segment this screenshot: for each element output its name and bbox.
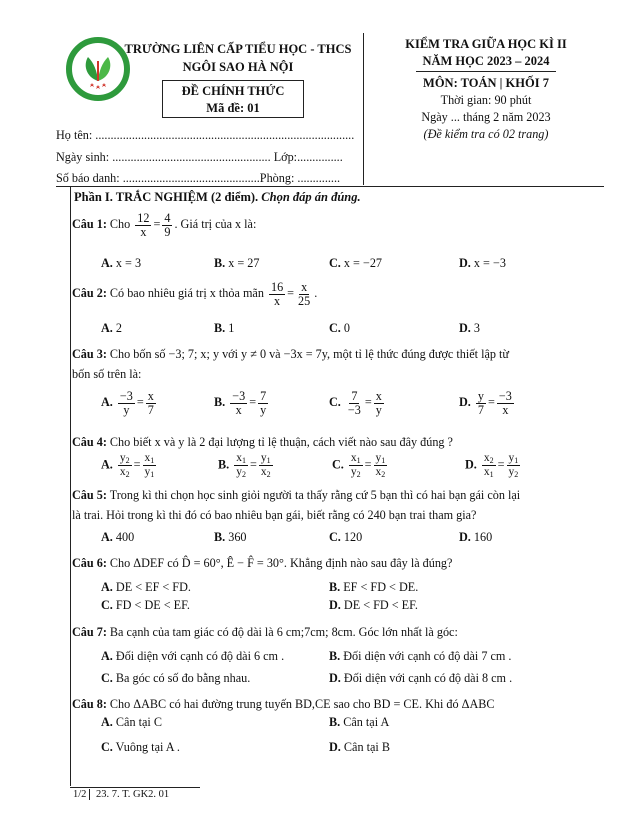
q8-option-a[interactable] [101,715,162,730]
q1-a-label: A. [101,256,113,270]
room-field[interactable]: .............. [297,171,341,185]
q4-d-frac1 [482,452,496,480]
q6-label: Câu 6: [72,556,107,570]
q8-text: Cho ΔABC có hai đường trung tuyến BD,CE sao cho BD = CE. Khi đó ΔABC [106,697,495,711]
q3-d-eq: = [488,395,495,410]
q3-d-label: D. [459,395,471,410]
q4-a-d1-sub: 2 [125,470,130,480]
q4-c-n1-var: x [350,452,357,464]
q7-a-text: Đối diện với cạnh có độ dài 6 cm . [112,649,285,663]
q3-d-frac1 [476,390,486,417]
q1-text-pre: Cho [106,217,134,232]
q6-d-text: DE < FD < EF. [340,598,418,612]
q1-a-text: x = 3 [112,256,142,270]
student-dob-row [56,150,343,165]
q4-option-a[interactable] [101,452,158,480]
q3-c-n2: x [375,389,382,403]
q4-d-d1-var: x [483,466,490,479]
school-name-line1: TRƯỜNG LIÊN CẤP TIỂU HỌC - THCS [124,42,352,56]
page-number: 1/2 [70,789,90,800]
q7-a-label: A. [101,649,113,663]
q1-eq: = [153,217,161,232]
question-3 [72,347,509,362]
question-8 [72,697,495,712]
q1-f2-den: 9 [164,224,171,239]
q3-c-d1: −3 [347,402,361,417]
q7-label: Câu 7: [72,625,107,639]
q1-f1-num: 12 [137,211,150,225]
q6-c-label: C. [101,598,113,612]
q4-d-n1-var: x [483,452,490,464]
q2-a-label: A. [101,321,113,335]
q2-a-text: 2 [112,321,122,335]
q4-a-frac1 [118,452,132,480]
section-instruction: Chọn đáp án đúng. [258,190,361,204]
q6-text: Cho ΔDEF có D̂ = 60°, Ê − F̂ = 30°. Khẳng định nào sau đây là đúng? [106,556,453,570]
q4-label: Câu 4: [72,435,107,449]
q6-a-label: A. [101,580,113,594]
q8-b-label: B. [329,715,341,729]
q2-f1-den: x [274,293,281,308]
section-title: Phần I. TRẮC NGHIỆM (2 điểm). [74,190,259,204]
q7-option-d[interactable] [329,671,512,686]
q4-b-n1-sub: 1 [241,456,246,465]
q1-option-d[interactable] [459,256,506,271]
q7-d-text: Đối diện với cạnh có độ dài 8 cm . [340,671,513,685]
q8-a-label: A. [101,715,113,729]
exam-title: KIỂM TRA GIỮA HỌC KÌ II [405,37,567,51]
exam-time: Thời gian: 90 phút [440,93,532,107]
question-4 [72,435,453,450]
q4-d-frac2 [507,452,521,480]
question-1 [72,212,256,239]
q2-eq: = [287,286,295,301]
q2-f1-num: 16 [270,280,284,294]
q1-b-text: x = 27 [225,256,260,270]
q4-b-d2-sub: 2 [266,470,271,480]
q8-c-text: Vuông tại A . [112,740,180,754]
q8-d-label: D. [329,740,341,754]
q6-d-label: D. [329,598,341,612]
q3-a-d1: y [123,402,130,417]
q3-c-frac2 [374,390,384,417]
q4-b-frac1 [234,452,248,480]
q3-option-c[interactable] [329,390,386,417]
q7-option-c[interactable] [101,671,250,686]
q4-b-n2-var: y [260,452,267,464]
q4-c-eq: = [364,457,372,472]
q3-d-d1: 7 [477,402,484,417]
q5-c-text: 120 [340,530,363,544]
question-5 [72,488,520,503]
pages-note: (Đề kiểm tra có 02 trang) [423,127,549,141]
q4-c-frac1 [349,452,363,480]
q3-option-d[interactable] [459,390,516,417]
q1-f1-den: x [140,224,147,239]
q4-a-label: A. [101,457,113,472]
q3-c-frac1 [346,390,363,417]
q4-c-n1-sub: 1 [356,456,361,465]
q4-a-d2-sub: 1 [150,470,155,480]
school-name [118,40,358,76]
subject: MÔN: TOÁN | KHỐI 7 [423,76,549,90]
sbd-field[interactable]: ............................................. [122,171,260,185]
q2-b-text: 1 [225,321,235,335]
q4-b-frac2 [259,452,273,480]
q3-option-b[interactable] [214,390,270,417]
q8-option-d[interactable] [329,740,390,755]
q3-label: Câu 3: [72,347,107,361]
q3-d-n2: −3 [498,389,512,403]
school-name-line2: NGÔI SAO HÀ NỘI [182,60,294,74]
q2-option-b[interactable] [214,321,234,336]
q3-a-n1: −3 [119,389,133,403]
official-box [162,80,304,118]
q3-d-n1: y [477,389,484,403]
q3-c-n1: 7 [351,389,358,403]
q4-b-d1-var: y [236,466,242,479]
q4-a-n1-var: y [119,452,126,464]
q3-b-d2: y [260,402,267,417]
q4-d-n1-sub: 2 [489,456,494,465]
section-heading [74,190,361,205]
q2-d-text: 3 [470,321,480,335]
question-7 [72,625,458,640]
q6-c-text: FD < DE < EF. [112,598,190,612]
doc-code: 23. 7. T. GK2. 01 [96,789,170,800]
q3-b-frac2 [258,390,268,417]
school-year: NĂM HỌC 2023 – 2024 [422,54,550,68]
q3-c-label: C. [329,395,341,410]
q4-text: Cho biết x và y là 2 đại lượng tỉ lệ thuận, cách viết nào sau đây đúng ? [106,435,453,449]
q4-d-d1-sub: 1 [489,470,494,480]
dob-field[interactable]: .................................................... [112,150,271,164]
q5-d-label: D. [459,530,471,544]
q5-b-text: 360 [225,530,247,544]
q4-d-n2-var: y [508,452,515,464]
q3-text-line1: Cho bốn số −3; 7; x; y với y ≠ 0 và −3x = 7y, một tỉ lệ thức đúng được thiết lập từ [106,347,510,361]
q4-c-d2-var: x [375,466,382,479]
q4-option-c[interactable] [332,452,389,480]
dob-label: Ngày sinh: [56,150,113,164]
q4-b-label: B. [218,457,230,472]
q4-c-d1-sub: 2 [356,470,361,480]
q3-a-d2: 7 [147,402,154,417]
q4-c-label: C. [332,457,344,472]
q3-a-frac1 [118,390,135,417]
exam-code: Mã đề: 01 [206,101,260,115]
q2-c-text: 0 [340,321,350,335]
q4-b-n2-sub: 1 [266,456,271,465]
q6-b-text: EF < FD < DE. [340,580,419,594]
q2-f2-den: 25 [298,293,311,308]
q3-a-label: A. [101,395,113,410]
q3-option-a[interactable] [101,390,158,417]
class-field[interactable]: ............... [297,150,343,164]
q4-b-d1-sub: 2 [241,470,246,480]
q8-d-text: Cân tại B [340,740,390,754]
q2-fraction-2 [296,281,312,308]
q4-c-n2-sub: 1 [381,456,386,465]
q4-a-eq: = [133,457,141,472]
q5-label: Câu 5: [72,488,107,502]
q7-d-label: D. [329,671,341,685]
q6-option-b[interactable] [329,580,418,595]
q1-fraction-2 [162,212,172,239]
q3-c-eq: = [364,395,372,410]
q6-option-c[interactable] [101,598,190,613]
question-6 [72,556,452,571]
q3-a-eq: = [136,395,144,410]
q3-b-frac1 [230,390,247,417]
header-divider [363,33,364,185]
question-5-line2: là trai. Hỏi trong kì thi đó có bao nhiêu bạn gái, biết rằng có 240 bạn trai tham gia? [72,508,477,522]
q2-option-c[interactable] [329,321,350,336]
q5-text-line1: Trong kì thi chọn học sinh giỏi người ta thấy rằng cứ 5 bạn thì có hai bạn gái còn lại [106,488,521,502]
q1-option-b[interactable] [214,256,259,271]
left-margin-rule [70,186,71,786]
q7-c-label: C. [101,671,113,685]
question-3-line2: bốn số trên là: [72,367,142,381]
q8-option-b[interactable] [329,715,389,730]
q4-d-label: D. [465,457,477,472]
q8-option-c[interactable] [101,740,180,755]
q1-label: Câu 1: [72,217,107,232]
q3-b-label: B. [214,395,226,410]
q4-d-d2-var: y [508,466,515,479]
q5-option-b[interactable] [214,530,247,545]
q3-a-frac2 [146,390,156,417]
class-label: Lớp: [270,150,298,164]
q5-option-c[interactable] [329,530,362,545]
student-name-row [56,128,354,143]
official-label: ĐỀ CHÍNH THỨC [181,84,285,98]
q1-c-text: x = −27 [340,256,383,270]
q4-a-n2-var: x [144,452,151,464]
q7-option-b[interactable] [329,649,511,664]
q6-option-d[interactable] [329,598,418,613]
q4-b-n1-var: x [236,452,242,464]
q1-text-post: . Giá trị của x là: [174,217,257,232]
q4-d-eq: = [497,457,505,472]
q4-a-d1-var: x [119,466,126,479]
q3-b-n2: 7 [260,389,267,403]
q7-text: Ba cạnh của tam giác có độ dài là 6 cm;7cm; 8cm. Góc lớn nhất là góc: [106,625,458,639]
q7-b-text: Đối diện với cạnh có độ dài 7 cm . [340,649,512,663]
q2-d-label: D. [459,321,471,335]
header-bottom-rule [56,186,604,187]
q4-a-d2-var: y [144,466,151,479]
q6-a-text: DE < EF < FD. [112,580,191,594]
name-field[interactable]: ..................................................................................... [95,128,355,142]
room-label: Phòng: [259,171,298,185]
q4-option-b[interactable] [218,452,275,480]
q2-option-a[interactable] [101,321,122,336]
q1-f2-num: 4 [164,211,171,225]
q3-d-frac2 [497,390,514,417]
footer-rule [70,787,200,788]
title-underline [416,71,556,72]
q4-c-frac2 [374,452,388,480]
q2-c-label: C. [329,321,341,335]
q5-b-label: B. [214,530,226,544]
q2-f2-num: x [301,280,308,294]
q8-b-text: Cân tại A [340,715,390,729]
q7-b-label: B. [329,649,341,663]
q2-label: Câu 2: [72,286,107,301]
q7-option-a[interactable] [101,649,284,664]
q3-d-d2: x [502,402,509,417]
q4-d-n2-sub: 1 [514,456,519,465]
q1-option-a[interactable] [101,256,141,271]
q1-option-c[interactable] [329,256,382,271]
q4-a-n2-sub: 1 [150,456,155,465]
sbd-label: Số báo danh: [56,171,123,185]
name-label: Họ tên: [56,128,96,142]
q4-c-n2-var: y [375,452,382,464]
q4-a-n1-sub: 2 [125,456,130,465]
q1-d-label: D. [459,256,471,270]
q3-b-d1: x [235,402,242,417]
q1-c-label: C. [329,256,341,270]
exam-date: Ngày ... tháng 2 năm 2023 [421,110,551,124]
q8-c-label: C. [101,740,113,754]
q1-fraction-1 [135,212,151,239]
q4-a-frac2 [143,452,157,480]
q8-a-text: Cân tại C [112,715,162,729]
exam-info [366,36,606,143]
q3-b-eq: = [249,395,257,410]
q6-b-label: B. [329,580,341,594]
q3-a-n2: x [147,389,154,403]
q6-option-a[interactable] [101,580,191,595]
q2-text-pre: Có bao nhiêu giá trị x thỏa mãn [106,286,267,301]
q3-c-d2: y [375,402,382,417]
q2-b-label: B. [214,321,226,335]
q5-c-label: C. [329,530,341,544]
q5-option-a[interactable] [101,530,134,545]
q4-option-d[interactable] [465,452,522,480]
q2-option-d[interactable] [459,321,480,336]
q1-d-text: x = −3 [470,256,506,270]
q3-b-n1: −3 [232,389,246,403]
question-2 [72,281,317,308]
student-sbd-row [56,171,340,186]
footer [70,789,169,800]
q4-c-d2-sub: 2 [381,470,386,480]
q1-b-label: B. [214,256,226,270]
q2-fraction-1 [269,281,285,308]
q4-c-d1-var: y [350,466,357,479]
q7-c-text: Ba góc có số đo bằng nhau. [112,671,251,685]
q5-a-text: 400 [112,530,135,544]
q4-b-eq: = [249,457,257,472]
q5-d-text: 160 [470,530,493,544]
q2-text-post: . [314,286,318,301]
q4-d-d2-sub: 2 [514,470,519,480]
q4-b-d2-var: x [260,466,267,479]
q5-option-d[interactable] [459,530,492,545]
q8-label: Câu 8: [72,697,107,711]
q5-a-label: A. [101,530,113,544]
